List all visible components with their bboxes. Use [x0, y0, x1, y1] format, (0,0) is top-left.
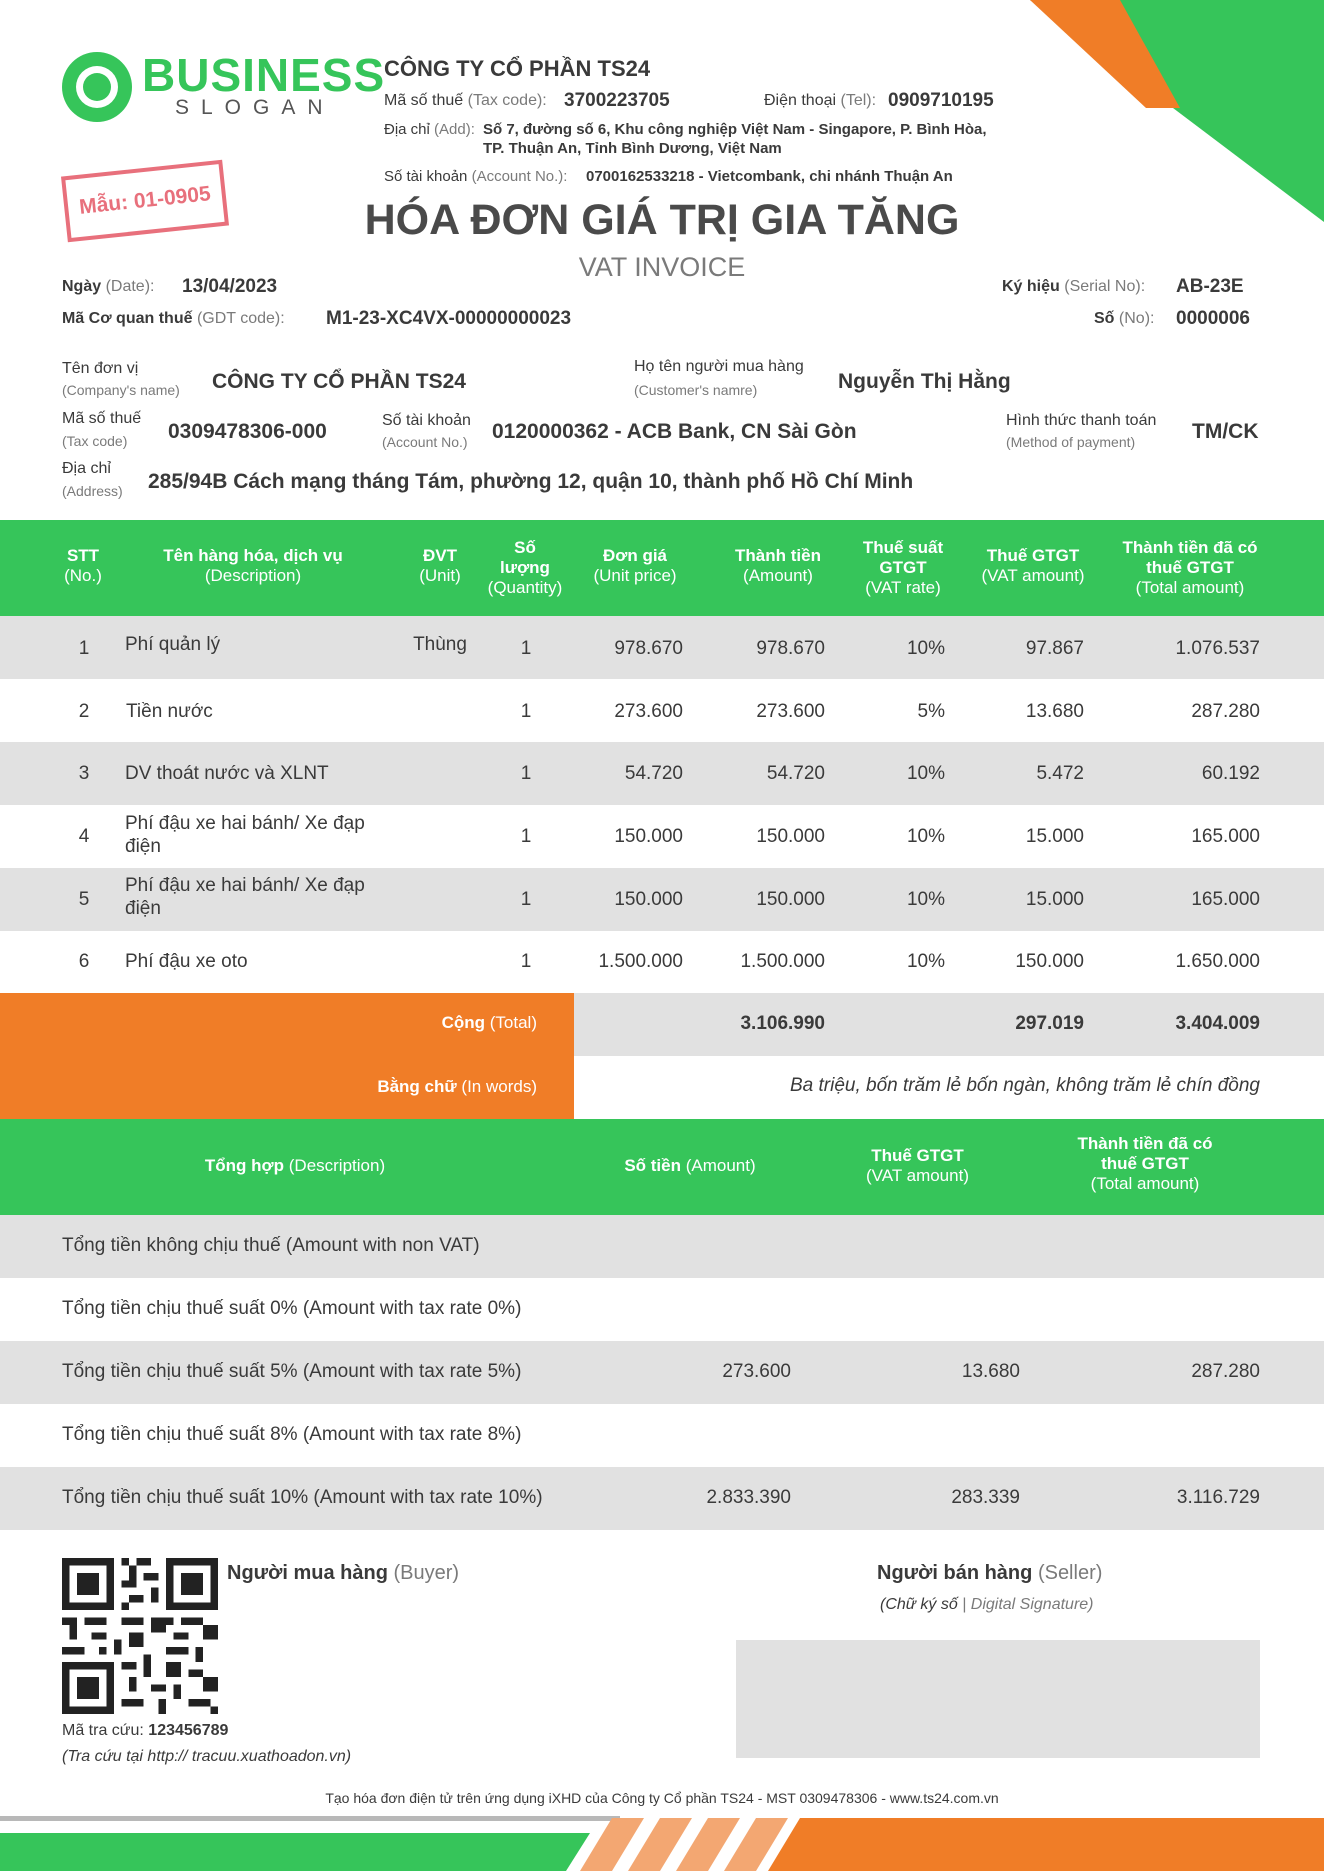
bottom-stripes-decoration — [0, 1816, 1324, 1871]
gdt-label-en: (GDT code): — [196, 310, 285, 327]
lookup-url: (Tra cứu tại http:// tracuu.xuathoadon.vn) — [62, 1748, 352, 1765]
table-row: 1 Phí quản lý Thùng 1 978.670 978.670 10% 97.867 1.076.537 — [0, 616, 1324, 679]
no-label-en: (No): — [1118, 310, 1155, 327]
th-amount: Thành tiền (Amount) — [735, 546, 821, 585]
serial-label-en: (Serial No): — [1064, 278, 1146, 295]
buyer-tax-code: 0309478306-000 — [168, 420, 327, 443]
total-label: Cộng (Total) — [441, 1013, 537, 1032]
seller-addr-line1: Số 7, đường số 6, Khu công nghiệp Việt Nam - Singapore, P. Bình Hòa, — [483, 121, 987, 138]
invoice-title: HÓA ĐƠN GIÁ TRỊ GIA TĂNG — [364, 196, 960, 244]
item-desc: Phí đậu xe hai bánh/ Xe đạp điện — [125, 875, 365, 919]
buyer-tax-label-en: (Tax code) — [62, 433, 128, 449]
qr-code-icon — [62, 1558, 218, 1714]
serial-no: AB-23E — [1176, 276, 1244, 297]
buyer-company-label: Tên đơn vị — [62, 360, 139, 377]
gdt-label: Mã Cơ quan thuế — [62, 310, 193, 327]
sh-total: Thành tiền đã có thuế GTGT (Total amount) — [1077, 1134, 1213, 1193]
logo-circle-icon — [62, 52, 132, 122]
seller-acct-label-en: (Account No.): — [471, 168, 568, 185]
seller-addr-label: Địa chỉ — [384, 121, 430, 138]
payment-method: TM/CK — [1192, 420, 1259, 443]
seller-tax-row — [384, 92, 547, 110]
buyer-acct-label-en: (Account No.) — [382, 434, 468, 450]
seller-addr-label-row — [384, 121, 475, 138]
total-amount: 3.106.990 — [740, 1013, 825, 1034]
th-no: STT (No.) — [64, 546, 102, 585]
items-table-header — [0, 520, 1324, 616]
total-in-words: Ba triệu, bốn trăm lẻ bốn ngàn, không trăm lẻ chín đồng — [789, 1075, 1260, 1096]
gdt-label-row — [62, 310, 285, 328]
total-grand: 3.404.009 — [1175, 1013, 1260, 1034]
buyer-signature-label: Người mua hàng (Buyer) — [227, 1562, 460, 1584]
form-stamp: Mẫu: 01-0905 — [61, 160, 229, 243]
sh-amount: Số tiền (Amount) — [624, 1156, 756, 1175]
item-desc: Phí đậu xe hai bánh/ Xe đạp điện — [125, 813, 365, 857]
seller-tax-label: Mã số thuế — [384, 92, 464, 109]
lookup-row: Mã tra cứu: 123456789 — [62, 1722, 229, 1739]
total-vat: 297.019 — [1015, 1013, 1084, 1034]
seller-acct-label: Số tài khoản — [384, 168, 468, 185]
seller-signature-label: Người bán hàng (Seller) — [877, 1562, 1103, 1584]
summary-table-header — [0, 1119, 1324, 1215]
summary-row: Tổng tiền không chịu thuế (Amount with non VAT) — [0, 1215, 1324, 1278]
serial-label-row — [1002, 278, 1145, 296]
customer-name: Nguyễn Thị Hằng — [838, 370, 1011, 393]
buyer-company-label-en: (Company's name) — [62, 382, 180, 398]
gdt-code: M1-23-XC4VX-00000000023 — [326, 308, 572, 329]
logo-word: BUSINESS — [142, 49, 386, 101]
buyer-addr-label: Địa chỉ — [62, 460, 111, 477]
th-unit: ĐVT (Unit) — [419, 546, 461, 585]
seller-acct: 0700162533218 - Vietcombank, chi nhánh Thuận An — [586, 168, 953, 185]
th-qty: Số lượng (Quantity) — [487, 538, 563, 597]
th-price: Đơn giá (Unit price) — [593, 546, 677, 585]
date-label: Ngày — [62, 278, 102, 295]
serial-label: Ký hiệu — [1002, 278, 1060, 295]
no-label: Số — [1094, 310, 1115, 327]
invoice-subtitle: VAT INVOICE — [578, 252, 746, 282]
sh-desc: Tổng hợp (Description) — [204, 1156, 386, 1175]
table-row: 5 Phí đậu xe hai bánh/ Xe đạp điện 1 150.000 150.000 10% 15.000 165.000 — [0, 868, 1324, 931]
words-label: Bằng chữ (In words) — [377, 1077, 537, 1096]
seller-tel-label: Điện thoại — [764, 92, 837, 109]
no-label-row — [1094, 310, 1154, 328]
payment-label: Hình thức thanh toán — [1006, 412, 1157, 429]
customer-label: Họ tên người mua hàng — [634, 358, 804, 375]
totals-label-block — [0, 993, 574, 1119]
signature-box — [736, 1640, 1260, 1758]
invoice-no: 0000006 — [1176, 308, 1250, 329]
seller-acct-label-row — [384, 168, 567, 185]
th-vat: Thuế GTGT (VAT amount) — [981, 546, 1085, 585]
buyer-company: CÔNG TY CỔ PHẦN TS24 — [212, 370, 466, 393]
date-label-row — [62, 278, 154, 296]
seller-name: CÔNG TY CỔ PHẦN TS24 — [384, 56, 651, 81]
buyer-addr-label-en: (Address) — [62, 483, 123, 499]
seller-tel-label-en: (Tel): — [840, 92, 877, 109]
customer-label-en: (Customer's namre) — [634, 382, 758, 398]
table-row: 4 Phí đậu xe hai bánh/ Xe đạp điện 1 150.000 150.000 10% 15.000 165.000 — [0, 805, 1324, 868]
sh-vat: Thuế GTGT (VAT amount) — [866, 1146, 969, 1185]
logo-slogan: SLOGAN — [175, 96, 335, 119]
buyer-acct: 0120000362 - ACB Bank, CN Sài Gòn — [492, 420, 857, 443]
date-label-en: (Date): — [105, 278, 155, 295]
table-row: 3 DV thoát nước và XLNT 1 54.720 54.720 10% 5.472 60.192 — [0, 742, 1324, 805]
corner-decoration — [1030, 0, 1324, 222]
th-total: Thành tiền đã có thuế GTGT (Total amount) — [1122, 538, 1258, 597]
summary-row: Tổng tiền chịu thuế suất 10% (Amount with tax rate 10%) 2.833.390 283.339 3.116.729 — [0, 1467, 1324, 1530]
summary-row: Tổng tiền chịu thuế suất 5% (Amount with tax rate 5%) 273.600 13.680 287.280 — [0, 1341, 1324, 1404]
digital-signature-note: (Chữ ký số | Digital Signature) — [880, 1596, 1094, 1613]
seller-addr-label-en: (Add): — [434, 121, 475, 138]
table-row: 2 Tiền nước 1 273.600 273.600 5% 13.680 287.280 — [0, 679, 1324, 742]
seller-tax-code: 3700223705 — [564, 90, 670, 111]
payment-label-en: (Method of payment) — [1006, 434, 1136, 450]
table-row: 6 Phí đậu xe oto 1 1.500.000 1.500.000 10% 150.000 1.650.000 — [0, 931, 1324, 993]
seller-tel-row — [764, 92, 876, 110]
seller-addr-line2: TP. Thuận An, Tỉnh Bình Dương, Việt Nam — [483, 140, 782, 157]
buyer-address: 285/94B Cách mạng tháng Tám, phường 12, quận 10, thành phố Hồ Chí Minh — [148, 470, 914, 493]
th-desc: Tên hàng hóa, dịch vụ (Description) — [163, 546, 343, 585]
seller-tel: 0909710195 — [888, 90, 994, 111]
footer-credit: Tạo hóa đơn điện tử trên ứng dụng iXHD của Công ty Cổ phần TS24 - MST 0309478306 - www.ts24.com.vn — [325, 1790, 999, 1806]
seller-tax-label-en: (Tax code): — [467, 92, 547, 109]
summary-row: Tổng tiền chịu thuế suất 0% (Amount with tax rate 0%) — [0, 1278, 1324, 1341]
summary-row: Tổng tiền chịu thuế suất 8% (Amount with tax rate 8%) — [0, 1404, 1324, 1467]
th-rate: Thuế suất GTGT (VAT rate) — [862, 538, 944, 597]
buyer-acct-label: Số tài khoản — [382, 412, 471, 429]
invoice-date: 13/04/2023 — [182, 276, 278, 297]
buyer-tax-label: Mã số thuế — [62, 410, 142, 427]
